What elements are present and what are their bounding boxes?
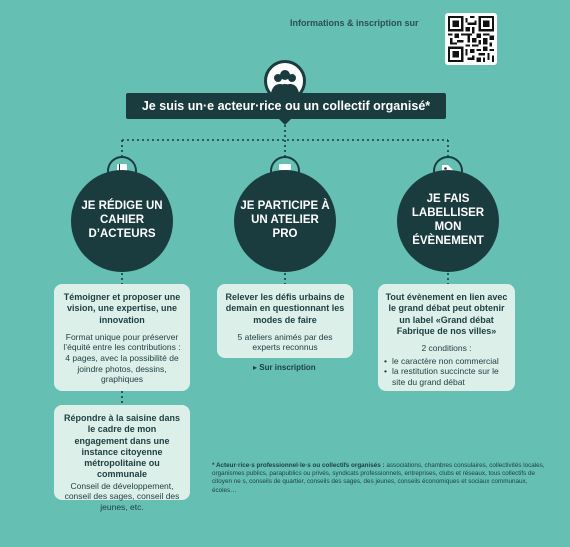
sur-inscription-link[interactable]: ▸ Sur inscription	[253, 363, 316, 372]
condition-item: • la restitution succincte sur le site du grand débat	[384, 366, 509, 387]
banner-pointer	[278, 118, 292, 125]
card-atelier-pro	[217, 284, 353, 358]
circle-label: JE PARTICIPE À UN ATELIER PRO	[240, 200, 330, 240]
card-body: Conseil de développement, conseil des sages, conseil des jeunes, etc.	[64, 480, 180, 512]
card-body: 5 ateliers animés par des experts reconnus	[237, 331, 333, 353]
circle-label: JE FAIS LABELLISER MON ÉVÈNEMENT	[411, 193, 485, 247]
footnote	[212, 462, 552, 495]
card-labelliser	[378, 284, 515, 391]
card-headline: Relever les défis urbains de demain en questionnant les modes de faire	[225, 292, 345, 325]
footnote-text: associations, chambres consulaires, collectivités locales, organismes publics, parapublics ou privés, syndicats professionnels, entreprises, clubs et réseaux, tous collectifs de citoyen ne s, conseils de quartier, conseils des sages, des jeunes, conseils économiques et sociaux communaux, écoles…	[212, 462, 545, 494]
card-headline: Répondre à la saisine dans le cadre de mon engagement dans une instance citoyenne métropolitaine ou communale	[63, 413, 181, 480]
condition-item: • le caractère non commercial	[384, 356, 509, 367]
main-banner: Je suis un·e acteur·rice ou un collectif organisé*	[126, 93, 446, 119]
card-saisine	[54, 405, 190, 512]
card-headline: Témoigner et proposer une vision, une expertise, une innovation	[63, 292, 181, 325]
footnote-label: * Acteur·rice·s professionnel·le·s ou collectifs organisés :	[212, 462, 385, 469]
conditions-list	[384, 356, 509, 388]
card-cahier-acteurs	[54, 284, 190, 391]
card-headline: Tout évènement en lien avec le grand débat peut obtenir un label «Grand débat Fabrique de nos villes»	[385, 292, 508, 336]
circle-cahier-acteurs	[71, 170, 173, 272]
circle-atelier-pro	[234, 170, 336, 272]
card-body: Format unique pour préserver l’équité entre les contributions : 4 pages, avec la possibilité de joindre photos, dessins, graphiques	[63, 331, 181, 385]
info-label: Informations & inscription sur	[290, 18, 419, 28]
circle-label: JE RÉDIGE UN CAHIER D’ACTEURS	[81, 200, 163, 240]
circle-labelliser	[397, 170, 499, 272]
conditions-title: 2 conditions :	[421, 343, 472, 353]
qr-code-icon[interactable]	[445, 13, 497, 65]
